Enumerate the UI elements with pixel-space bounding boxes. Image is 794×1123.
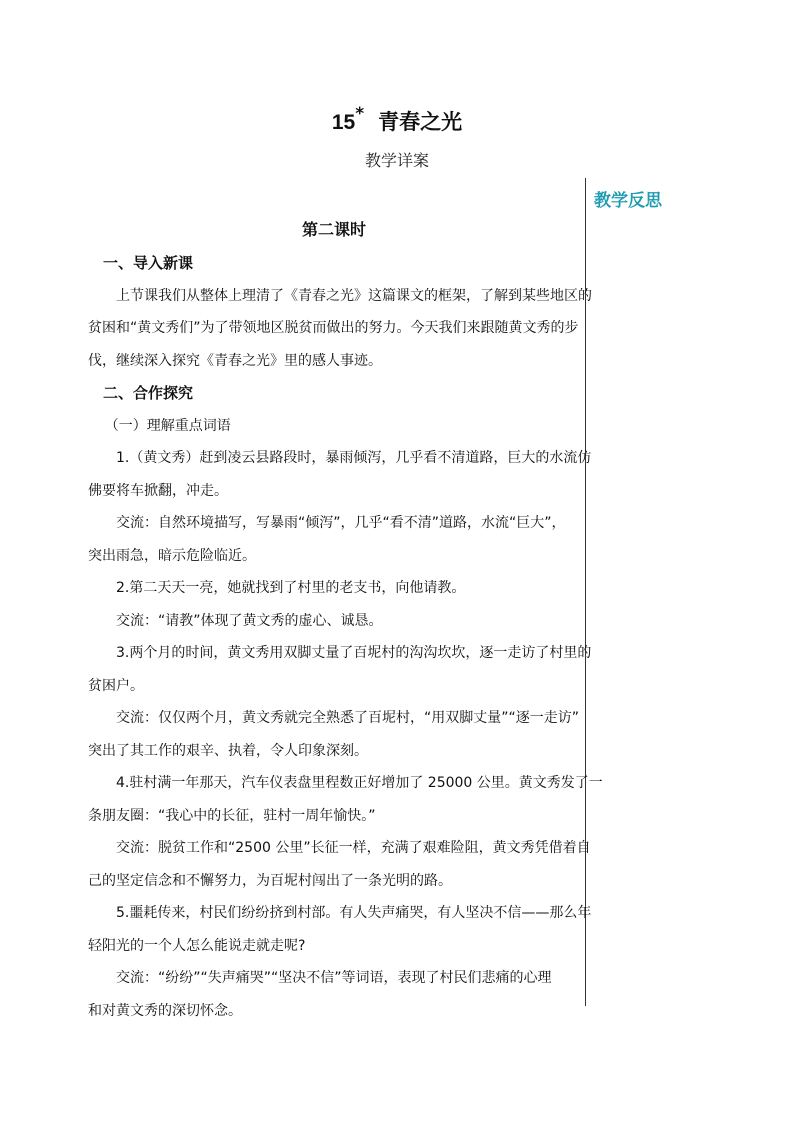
paragraph-line: 交流：“纷纷”“失声痛哭”“坚决不信”等词语，表现了村民们悲痛的心理 [116,970,552,986]
paragraph-line: 伐，继续深入探究《青春之光》里的感人事迹。 [88,352,382,369]
paragraph-line: 突出了其工作的艰辛、执着，令人印象深刻。 [88,742,368,759]
paragraph-line: 条朋友圈：“我心中的长征，驻村一周年愉快。” [88,807,376,824]
paragraph-line: 交流：仅仅两个月，黄文秀就完全熟悉了百坭村，“用双脚丈量”“逐一走访” [116,710,580,726]
paragraph-line: 上节课我们从整体上理清了《青春之光》这篇课文的框架，了解到某些地区的 [116,287,592,304]
paragraph-line: 交流：“请教”体现了黄文秀的虚心、诚恳。 [116,612,383,629]
paragraph-line: 1.（黄文秀）赶到凌云县路段时，暴雨倾泻，几乎看不清道路，巨大的水流仿 [116,450,592,466]
session-heading: 第二课时 [301,220,366,239]
section-heading-intro: 一、导入新课 [103,254,194,272]
lesson-body [88,217,603,1027]
paragraph-line: 贫困户。 [88,677,144,694]
lesson-title-text: 青春之光 [378,110,463,134]
paragraph-line: 轻阳光的一个人怎么能说走就走呢? [88,937,306,954]
section-heading-explore: 二、合作探究 [103,384,194,402]
lesson-number: 15 [331,111,356,134]
paragraph-line: 佛要将车掀翻，冲走。 [88,482,228,499]
paragraph-line: 3.两个月的时间，黄文秀用双脚丈量了百坭村的沟沟坎坎，逐一走访了村里的 [116,645,592,661]
doc-subtitle: 教学详案 [364,151,429,170]
lesson-title [0,104,794,136]
paragraph-line: 2.第二天天一亮，她就找到了村里的老支书，向他请教。 [116,580,466,596]
reflection-heading: 教学反思 [594,191,662,211]
self-study-mark: * [355,104,365,124]
paragraph-line: 贫困和“黄文秀们”为了带领地区脱贫而做出的努力。今天我们来跟随黄文秀的步 [88,320,579,336]
paragraph-line: 交流：自然环境描写，写暴雨“倾泻”，几乎“看不清”道路，水流“巨大”， [116,515,566,531]
paragraph-line: 4.驻村满一年那天，汽车仪表盘里程数正好增加了 25000 公里。黄文秀发了一 [116,775,603,791]
paragraph-line: 突出雨急，暗示危险临近。 [88,547,256,564]
paragraph-line: 交流：脱贫工作和“2500 公里”长征一样，充满了艰难险阻，黄文秀凭借着自 [116,840,591,856]
paragraph-line: 己的坚定信念和不懈努力，为百坭村闯出了一条光明的路。 [88,872,452,889]
subsection-heading: （一）理解重点词语 [104,417,231,434]
paragraph-line: 5.噩耗传来，村民们纷纷挤到村部。有人失声痛哭，有人坚决不信——那么年 [116,905,592,921]
paragraph-line: 和对黄文秀的深切怀念。 [88,1002,242,1019]
